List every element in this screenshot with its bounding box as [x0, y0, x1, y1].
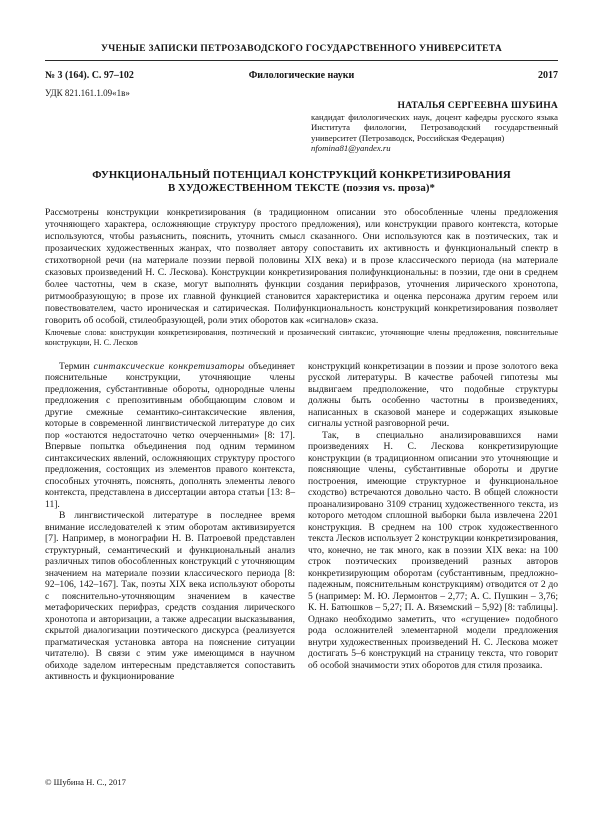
paragraph: [45, 361, 295, 511]
copyright-notice: © Шубина Н. С., 2017: [45, 777, 126, 787]
udc-code: УДК 821.161.1.09«1в»: [45, 88, 130, 98]
keywords-text: Ключевые слова: конструкции конкретизирования, поэтический и прозаический синтаксис, уточняющие члены предложения, пояснительные конструкции, Н. С. Лесков: [45, 327, 558, 347]
journal-title: УЧЕНЫЕ ЗАПИСКИ ПЕТРОЗАВОДСКОГО ГОСУДАРСТВЕННОГО УНИВЕРСИТЕТА: [101, 44, 502, 54]
right-column: [308, 361, 558, 683]
abstract-text: Рассмотрены конструкции конкретизирования (в традиционном описании это обособленные члены предложения уточняющего характера, осложняющие структуру простого предложения), или конструкции правого контекста, которые используются, чтобы разъяснить, пояснить, уточнить смысл сказанного. Они используются как в поэтических, так и прозаических художественных жанрах, что позволяет автору сопоставить их активность и функциональный спектр в стихотворной речи (на материале поэзии первой половины XIX века) и в прозе классического периода (на материале сказовых произведений Н. С. Лескова). Конструкции конкретизирования полифункциональны: в поэзии, где они в среднем более частотны, чем в сказе, могут выполнять функции создания перифразов, уточнения лирического хронотопа, ритмообразующую; в прозе их главной функцией становится характеристика и оценка персонажа другим героем или повествователем, часто ироническая и сатирическая. Полифункциональность конструкций конкретизирования позволяет говорить об особой, стилеобразующей, роли этих оборотов как «сигналов» сказа.: [45, 206, 558, 326]
body-columns: [45, 361, 558, 683]
term-italic: синтаксические конкретизаторы: [93, 360, 245, 372]
paragraph: Так, в специально анализировавшихся нами произведениях Н. С. Лескова конкретизирующие конструкции (в традиционном описании это уточняющие и поясняющие члены, субстантивные обороты и другие построения, имеющие структурное и функциональное сходство) встречаются довольно часто. В общей сложности проанализировано 3109 страниц художественного текста, из которого методом сплошной выборки была извлечена 2201 конструкция. В среднем на 100 строк художественного текста Лесков использует 2 конструкции конкретизирования, что, конечно, не так много, как в поэзии XIX века: на 100 строк поэтических произведений разных авторов конкретизирующим оборотам (субстантивным, предложно-падежным, пояснительным конструкциям) отводится от 2 до 5 (например: М. Ю. Лермонтов – 2,77; А. С. Пушкин – 3,76; К. Н. Батюшков – 5,27; П. А. Вяземский – 5,92) [8: таблицы]. Однако необходимо заметить, что «сгущение» подобного рода осложнителей элементарной модели предложения внутри художественных произведений Н. С. Лескова может достигать 5–6 конструкций на страницу текста, что говорит об особой значимости этих оборотов для стиля прозаика.: [308, 429, 558, 671]
author-affiliation: кандидат филологических наук, доцент кафедры русского языка Института филологии, Петрозаводский государственный университет (Петрозаводск, Российская Федерация): [311, 111, 558, 143]
paragraph: В лингвистической литературе в последнее время внимание исследователей к этим оборотам активизируется [7]. Например, в монографии Н. В. Патроевой представлен структурный, семантический и функциональный анализ различных типов обособленных конструкций с уточняющим значением на материале поэзии классического периода [8: 92–106, 142–167]. Так, поэты XIX века используют обороты с пояснительно-уточняющим значением в качестве метафорических перифраз, средств создания лирического хронотопа и авторизации, а также адресации высказывания, скрытой диалогизации поэтического дискурса (реализуется прагматическая установка автора на пояснение ситуации читателю). В связи с этим уже имеющимся в научном обиходе заделом интересным представляется сопоставить активность и фукционирование: [45, 510, 295, 683]
article-title-line1: ФУНКЦИОНАЛЬНЫЙ ПОТЕНЦИАЛ КОНСТРУКЦИЙ КОНКРЕТИЗИРОВАНИЯ: [92, 168, 511, 181]
article-title: [45, 169, 558, 196]
author-name: НАТАЛЬЯ СЕРГЕЕВНА ШУБИНА: [397, 100, 558, 111]
paragraph: конструкций конкретизации в поэзии и прозе золотого века русской литературы. В качестве рабочей гипотезы мы выдвигаем предположение, что подобные структуры должны быть особенно частотны в произведениях, написанных в сказовой манере и содержащих языковые сигналы устной разговорной речи.: [308, 360, 558, 430]
article-title-line2: В ХУДОЖЕСТВЕННОМ ТЕКСТЕ (поэзия vs. проза)*: [167, 182, 436, 195]
issue-meta-row: [45, 70, 558, 81]
issue-year: 2017: [538, 70, 558, 81]
section-name: Филологические науки: [248, 70, 355, 81]
issue-number: № 3 (164). С. 97–102: [45, 70, 134, 81]
author-block: [311, 101, 558, 154]
author-email: nfomina81@yandex.ru: [311, 143, 391, 154]
left-column: [45, 361, 295, 683]
paragraph-lead: Термин: [59, 360, 94, 372]
header-divider: [45, 60, 558, 61]
paragraph-rest: объединяет пояснительные конструкции, уточняющие члены предложения, субстантивные обороты, однородные члены предложения с препозитивным обобщающим словом и другие смежные семантико-синтаксические явления, которые в современной лингвистической литературе до сих пор «остаются недостаточно четко очерченными» [8: 17]. Впервые попытка объединения под одним термином синтаксических явлений, осложняющих структуру простого предложения, состоящих из элементов правого контекста, способных уточнять, пояснять, дополнять элементы левого контекста, представлена в диссертации автора статьи [13: 8–11].: [45, 360, 295, 510]
